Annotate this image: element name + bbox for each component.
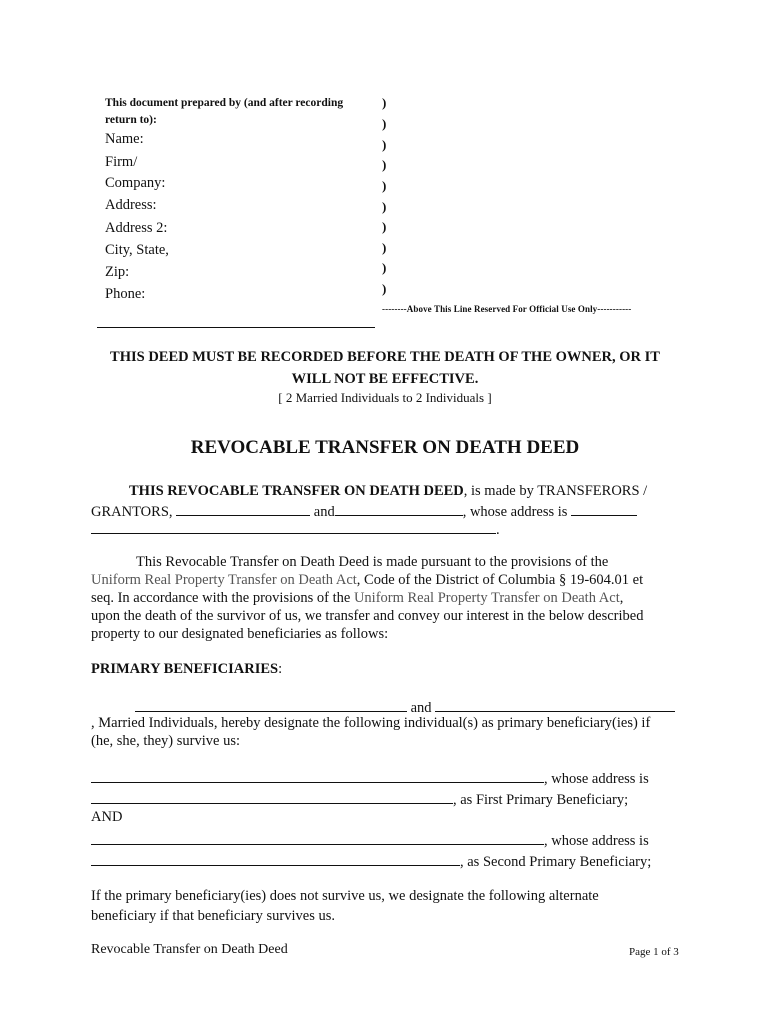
field-address2-label: Address 2: <box>105 220 168 236</box>
field-company-label: Company: <box>105 175 166 191</box>
grantor-address-blank[interactable] <box>571 501 637 516</box>
paren-mark: ) <box>382 199 387 214</box>
grantor2-name-blank[interactable] <box>335 501 463 516</box>
intro-line3 <box>91 519 500 539</box>
primary-line3: (he, she, they) survive us: <box>91 733 240 749</box>
second-beneficiary-label: , as Second Primary Beneficiary; <box>460 854 652 870</box>
page-number: Page 1 of 3 <box>629 946 679 958</box>
intro-line1 <box>129 483 647 500</box>
field-address-label: Address: <box>105 197 157 213</box>
second-beneficiary-line1 <box>91 830 649 850</box>
preparer-heading-line2: return to): <box>105 114 157 126</box>
paren-mark: ) <box>382 219 387 234</box>
primary-names-line <box>135 697 675 717</box>
intro-line2 <box>91 501 637 521</box>
intro-period: . <box>496 522 500 538</box>
pursuant-line2 <box>91 572 643 589</box>
spouse1-name-blank[interactable] <box>135 697 407 712</box>
pursuant-line4: upon the death of the survivor of us, we transfer and convey our interest in the below described <box>91 608 644 624</box>
intro-whose-address: , whose address is <box>462 504 568 520</box>
separator-rule <box>97 327 375 328</box>
spouse2-name-blank[interactable] <box>435 697 675 712</box>
deed-title: REVOCABLE TRANSFER ON DEATH DEED <box>190 437 580 458</box>
alternate-line1: If the primary beneficiary(ies) does not survive us, we designate the following alternate <box>91 888 599 904</box>
pursuant-line3-end: , <box>619 590 624 606</box>
paren-mark: ) <box>382 260 387 275</box>
primary-line2: , Married Individuals, hereby designate the following individual(s) as primary beneficiary(ies) if <box>91 715 651 731</box>
first-beneficiary-name-blank[interactable] <box>91 768 544 783</box>
field-firm-label: Firm/ <box>105 154 138 170</box>
uniform-act-link[interactable]: Uniform Real Property Transfer on Death Act <box>91 572 357 588</box>
field-name-label: Name: <box>105 131 144 147</box>
first-whose-address: , whose address is <box>544 771 649 787</box>
paren-mark: ) <box>382 95 387 110</box>
grantor-address-blank-continued[interactable] <box>91 519 496 534</box>
grantor1-name-blank[interactable] <box>176 501 310 516</box>
intro-grantors-label: GRANTORS, <box>91 504 173 520</box>
primary-heading <box>91 661 282 678</box>
paren-mark: ) <box>382 137 387 152</box>
intro-and: and <box>313 504 335 520</box>
second-beneficiary-line2 <box>91 851 651 871</box>
warning-line2: WILL NOT BE EFFECTIVE. <box>291 371 479 387</box>
first-beneficiary-label: , as First Primary Beneficiary; <box>453 792 629 808</box>
first-beneficiary-line2 <box>91 789 628 809</box>
second-beneficiary-address-blank[interactable] <box>91 851 460 866</box>
paren-mark: ) <box>382 240 387 255</box>
primary-heading-text: PRIMARY BENEFICIARIES <box>91 661 279 677</box>
intro-text1: , is made by TRANSFERORS / <box>463 483 648 499</box>
first-beneficiary-line1 <box>91 768 649 788</box>
paren-mark: ) <box>382 178 387 193</box>
field-city-state-label: City, State, <box>105 242 169 258</box>
intro-bold-lead: THIS REVOCABLE TRANSFER ON DEATH DEED <box>129 483 464 499</box>
primary-and: and <box>410 700 432 716</box>
preparer-heading-line1: This document prepared by (and after recording <box>105 97 344 109</box>
alternate-line2: beneficiary if that beneficiary survives us. <box>91 908 335 924</box>
paren-mark: ) <box>382 116 387 131</box>
uniform-act-link[interactable]: Uniform Real Property Transfer on Death Act <box>353 590 620 606</box>
pursuant-line3-text: seq. In accordance with the provisions of the <box>91 590 354 606</box>
paren-mark: ) <box>382 157 387 172</box>
second-beneficiary-name-blank[interactable] <box>91 830 544 845</box>
second-whose-address: , whose address is <box>544 833 649 849</box>
official-use-notice: --------Above This Line Reserved For Official Use Only----------- <box>382 304 632 314</box>
primary-heading-colon: : <box>278 661 283 677</box>
pursuant-line2-text: , Code of the District of Columbia § 19-604.01 et <box>356 572 644 588</box>
warning-line1: THIS DEED MUST BE RECORDED BEFORE THE DEATH OF THE OWNER, OR IT <box>110 349 660 365</box>
field-zip-label: Zip: <box>105 264 130 280</box>
and-connector: AND <box>91 809 123 825</box>
first-beneficiary-address-blank[interactable] <box>91 789 453 804</box>
pursuant-line1: This Revocable Transfer on Death Deed is made pursuant to the provisions of the <box>136 554 609 570</box>
paren-mark: ) <box>382 281 387 296</box>
pursuant-line3 <box>91 590 623 607</box>
footer-title: Revocable Transfer on Death Deed <box>91 942 288 957</box>
deed-subtitle: [ 2 Married Individuals to 2 Individuals ] <box>278 390 492 405</box>
field-phone-label: Phone: <box>105 286 146 302</box>
pursuant-line5: property to our designated beneficiaries as follows: <box>91 626 389 642</box>
